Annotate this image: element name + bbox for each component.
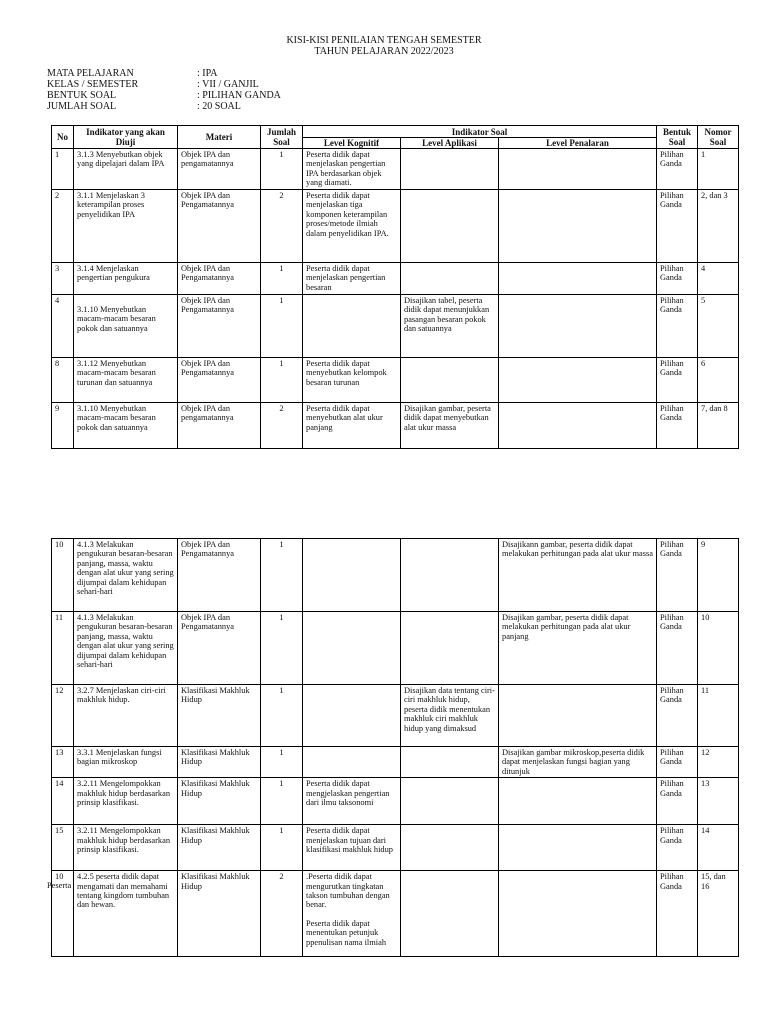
cell-materi: Objek IPA dan Pengamatannya — [178, 295, 261, 358]
header-level-aplikasi: Level Aplikasi — [401, 138, 499, 149]
cell-no: 8 — [52, 358, 74, 403]
cell-indikator: 3.2.7 Menjelaskan ciri-ciri makhluk hidup. — [74, 685, 178, 747]
cell-materi: Klasifikasi Makhluk Hidup — [178, 747, 261, 778]
meta-label: JUMLAH SOAL — [47, 101, 117, 112]
cell-indikator: 3.1.4 Menjelaskan pengertian pengukura — [74, 263, 178, 295]
meta-info — [47, 68, 281, 112]
header-no: No — [52, 126, 74, 149]
cell-kognitif — [303, 295, 401, 358]
cell-indikator: 4.1.3 Melakukan pengukuran besaran-besaran panjang, massa, waktu dengan alat ukur yang sering dijumpai dalam kehidupan sehari-hari — [74, 539, 178, 612]
cell-indikator: 3.1.10 Menyebutkan macam-macam besaran pokok dan satuannya — [74, 403, 178, 449]
meta-label: BENTUK SOAL — [47, 90, 117, 101]
cell-no: 4 — [52, 295, 74, 358]
kisi-kisi-table-1 — [51, 125, 739, 449]
cell-materi: Objek IPA dan Pengamatannya — [178, 539, 261, 612]
meta-row — [47, 68, 281, 79]
header-nomor-soal: Nomor Soal — [698, 126, 739, 149]
header-jumlah-soal: Jumlah Soal — [261, 126, 303, 149]
cell-aplikasi — [401, 539, 499, 612]
cell-jumlah: 1 — [261, 825, 303, 871]
table-row — [52, 747, 739, 778]
cell-kognitif — [303, 685, 401, 747]
cell-aplikasi — [401, 612, 499, 685]
cell-bentuk: Pilihan Ganda — [657, 403, 698, 449]
cell-nomor: 1 — [698, 149, 739, 190]
cell-jumlah: 2 — [261, 871, 303, 957]
table-row — [52, 539, 739, 612]
cell-penalaran: Disajikan gambar, peserta didik dapat melakukan perhitungan pada alat ukur panjang — [499, 612, 657, 685]
cell-materi: Objek IPA dan pengamatannya — [178, 149, 261, 190]
cell-materi: Objek IPA dan Pengamatannya — [178, 612, 261, 685]
cell-aplikasi: Disajikan tabel, peserta didik dapat menunjukkan pasangan besaran pokok dan satuannya — [401, 295, 499, 358]
cell-jumlah: 1 — [261, 747, 303, 778]
cell-indikator: 4.2.5 peserta didik dapat mengamati dan memahami tentang kingdom tumbuhan dan hewan. — [74, 871, 178, 957]
cell-aplikasi: Disajikan data tentang ciri-ciri makhluk hidup, peserta didik menentukan makhluk ciri makhluk hidup yang dimaksud — [401, 685, 499, 747]
cell-indikator: 3.2.11 Mengelompokkan makhluk hidup berdasarkan prinsip klasifikasi. — [74, 825, 178, 871]
cell-no: 15 — [52, 825, 74, 871]
cell-kognitif — [303, 539, 401, 612]
cell-indikator: 3.1.3 Menyebutkan objek yang dipelajari dalam IPA — [74, 149, 178, 190]
table-row — [52, 778, 739, 825]
cell-no: 3 — [52, 263, 74, 295]
cell-kognitif: Peserta didik dapat menjelaskan pengertian IPA berdasarkan objek yang diamati. — [303, 149, 401, 190]
cell-kognitif — [303, 747, 401, 778]
cell-materi: Klasifikasi Makhluk Hidup — [178, 685, 261, 747]
stray-text: Peserta — [47, 881, 72, 890]
cell-indikator: 3.1.12 Menyebutkan macam-macam besaran turunan dan satuannya — [74, 358, 178, 403]
cell-materi: Klasifikasi Makhluk Hidup — [178, 871, 261, 957]
meta-value: : IPA — [197, 68, 218, 79]
cell-kognitif: Peserta didik dapat menjelaskan pengertian besaran — [303, 263, 401, 295]
meta-value: : VII / GANJIL — [197, 79, 259, 90]
kisi-kisi-table-2 — [51, 538, 739, 957]
cell-jumlah: 2 — [261, 190, 303, 263]
table-row — [52, 295, 739, 358]
cell-indikator: 3.2.11 Mengelompokkan makhluk hidup berdasarkan prinsip klasifikasi. — [74, 778, 178, 825]
meta-value: : PILIHAN GANDA — [197, 90, 281, 101]
meta-label: MATA PELAJARAN — [47, 68, 134, 79]
cell-kognitif — [303, 871, 401, 957]
cell-jumlah: 1 — [261, 778, 303, 825]
table-row — [52, 825, 739, 871]
cell-kognitif: Peserta didik dapat menjelaskan tiga komponen keterampilan proses/metode ilmiah dalam penyelidikan IPA. — [303, 190, 401, 263]
cell-jumlah: 1 — [261, 149, 303, 190]
table-row — [52, 685, 739, 747]
cell-jumlah: 1 — [261, 685, 303, 747]
header-level-kognitif: Level Kognitif — [303, 138, 401, 149]
table-row — [52, 612, 739, 685]
header-bentuk-soal: Bentuk Soal — [657, 126, 698, 149]
cell-jumlah: 1 — [261, 295, 303, 358]
cell-jumlah: 1 — [261, 358, 303, 403]
cell-jumlah: 1 — [261, 612, 303, 685]
cell-jumlah: 1 — [261, 263, 303, 295]
cell-jumlah: 1 — [261, 539, 303, 612]
document-title: KISI-KISI PENILAIAN TENGAH SEMESTER — [286, 35, 482, 46]
meta-label: KELAS / SEMESTER — [47, 79, 139, 90]
table-row — [52, 871, 739, 957]
cell-nomor: 14 — [698, 825, 739, 871]
cell-indikator: 3.1.1 Menjelaskan 3 keterampilan proses penyelidikan IPA — [74, 190, 178, 263]
cell-penalaran — [499, 871, 657, 957]
cell-indikator-text: 3.1.10 Menyebutkan macam-macam besaran pokok dan satuannya — [77, 305, 156, 333]
cell-no: 12 — [52, 685, 74, 747]
cell-no: 14 — [52, 778, 74, 825]
cell-nomor: 2, dan 3 — [698, 190, 739, 263]
cell-aplikasi — [401, 358, 499, 403]
cell-aplikasi — [401, 190, 499, 263]
cell-nomor: 15, dan 16 — [698, 871, 739, 957]
cell-bentuk: Pilihan Ganda — [657, 539, 698, 612]
cell-bentuk: Pilihan Ganda — [657, 747, 698, 778]
cell-aplikasi — [401, 778, 499, 825]
cell-kognitif: Peserta didik dapat menyebutkan alat ukur panjang — [303, 403, 401, 449]
table-row — [52, 358, 739, 403]
document-subtitle: TAHUN PELAJARAN 2022/2023 — [314, 46, 454, 57]
cell-no: 2 — [52, 190, 74, 263]
cell-bentuk: Pilihan Ganda — [657, 190, 698, 263]
cell-bentuk: Pilihan Ganda — [657, 778, 698, 825]
cell-bentuk: Pilihan Ganda — [657, 295, 698, 358]
cell-kognitif: Peserta didik dapat menyebutkan kelompok besaran turunan — [303, 358, 401, 403]
header-level-penalaran: Level Penalaran — [499, 138, 657, 149]
cell-bentuk: Pilihan Ganda — [657, 149, 698, 190]
cell-materi: Klasifikasi Makhluk Hidup — [178, 825, 261, 871]
cell-penalaran — [499, 149, 657, 190]
cell-nomor: 12 — [698, 747, 739, 778]
cell-penalaran: Disajikann gambar, peserta didik dapat melakukan perhitungan pada alat ukur massa — [499, 539, 657, 612]
meta-row — [47, 90, 281, 101]
table-row — [52, 403, 739, 449]
cell-no: 9 — [52, 403, 74, 449]
cell-aplikasi — [401, 747, 499, 778]
cell-kognitif — [303, 612, 401, 685]
cell-aplikasi — [401, 825, 499, 871]
cell-indikator: 3.3.1 Menjelaskan fungsi bagian mikroskop — [74, 747, 178, 778]
cell-kognitif-text-2: Peserta didik dapat menentukan petunjuk ppenulisan nama ilmiah — [306, 918, 387, 947]
cell-nomor: 10 — [698, 612, 739, 685]
cell-nomor: 5 — [698, 295, 739, 358]
cell-no: 10 — [52, 871, 74, 957]
cell-nomor: 9 — [698, 539, 739, 612]
cell-kognitif: Peserta didik dapat mengjelaskan pengertian dari ilmu taksonomi — [303, 778, 401, 825]
cell-no: 11 — [52, 612, 74, 685]
cell-penalaran — [499, 825, 657, 871]
cell-nomor: 11 — [698, 685, 739, 747]
cell-bentuk: Pilihan Ganda — [657, 358, 698, 403]
cell-aplikasi — [401, 871, 499, 957]
cell-aplikasi — [401, 149, 499, 190]
cell-aplikasi: Disajikan gambar, peserta didik dapat menyebutkan alat ukur massa — [401, 403, 499, 449]
cell-nomor: 6 — [698, 358, 739, 403]
cell-penalaran — [499, 295, 657, 358]
meta-value: : 20 SOAL — [197, 101, 241, 112]
cell-penalaran — [499, 778, 657, 825]
cell-penalaran — [499, 403, 657, 449]
cell-jumlah: 2 — [261, 403, 303, 449]
cell-bentuk: Pilihan Ganda — [657, 685, 698, 747]
header-indikator-soal: Indikator Soal — [303, 126, 657, 138]
cell-bentuk: Pilihan Ganda — [657, 825, 698, 871]
header-indikator-diuji: Indikator yang akan Diuji — [74, 126, 178, 149]
cell-indikator — [74, 295, 178, 358]
cell-no: 10 — [52, 539, 74, 612]
cell-bentuk: Pilihan Ganda — [657, 871, 698, 957]
cell-no: 13 — [52, 747, 74, 778]
cell-penalaran — [499, 685, 657, 747]
cell-penalaran — [499, 358, 657, 403]
cell-nomor: 7, dan 8 — [698, 403, 739, 449]
cell-materi: Objek IPA dan Pengamatannya — [178, 190, 261, 263]
cell-nomor: 13 — [698, 778, 739, 825]
cell-no: 1 — [52, 149, 74, 190]
cell-kognitif: Peserta didik dapat menjelaskan tujuan dari klasifikasi makhluk hidup — [303, 825, 401, 871]
cell-kognitif-text: .Peserta didik dapat mengurutkan tingkatan takson tumbuhan dengan benar. — [306, 872, 390, 910]
cell-materi: Objek IPA dan pengamatannya — [178, 403, 261, 449]
header-materi: Materi — [178, 126, 261, 149]
cell-penalaran: Disajikan gambar mikroskop,peserta didik dapat menjelaskan fungsi bagian yang ditunjuk — [499, 747, 657, 778]
meta-row — [47, 79, 281, 90]
cell-bentuk: Pilihan Ganda — [657, 263, 698, 295]
cell-penalaran — [499, 190, 657, 263]
table-row — [52, 190, 739, 263]
cell-materi: Objek IPA dan Pengamatannya — [178, 358, 261, 403]
meta-row — [47, 101, 281, 112]
cell-materi: Objek IPA dan Pengamatannya — [178, 263, 261, 295]
cell-nomor: 4 — [698, 263, 739, 295]
cell-bentuk: Pilihan Ganda — [657, 612, 698, 685]
cell-indikator: 4.1.3 Melakukan pengukuran besaran-besaran panjang, massa, waktu dengan alat ukur yang sering dijumpai dalam kehidupan sehari-hari — [74, 612, 178, 685]
cell-materi: Klasifikasi Makhluk Hidup — [178, 778, 261, 825]
cell-penalaran — [499, 263, 657, 295]
table-row — [52, 263, 739, 295]
table-row — [52, 149, 739, 190]
cell-aplikasi — [401, 263, 499, 295]
